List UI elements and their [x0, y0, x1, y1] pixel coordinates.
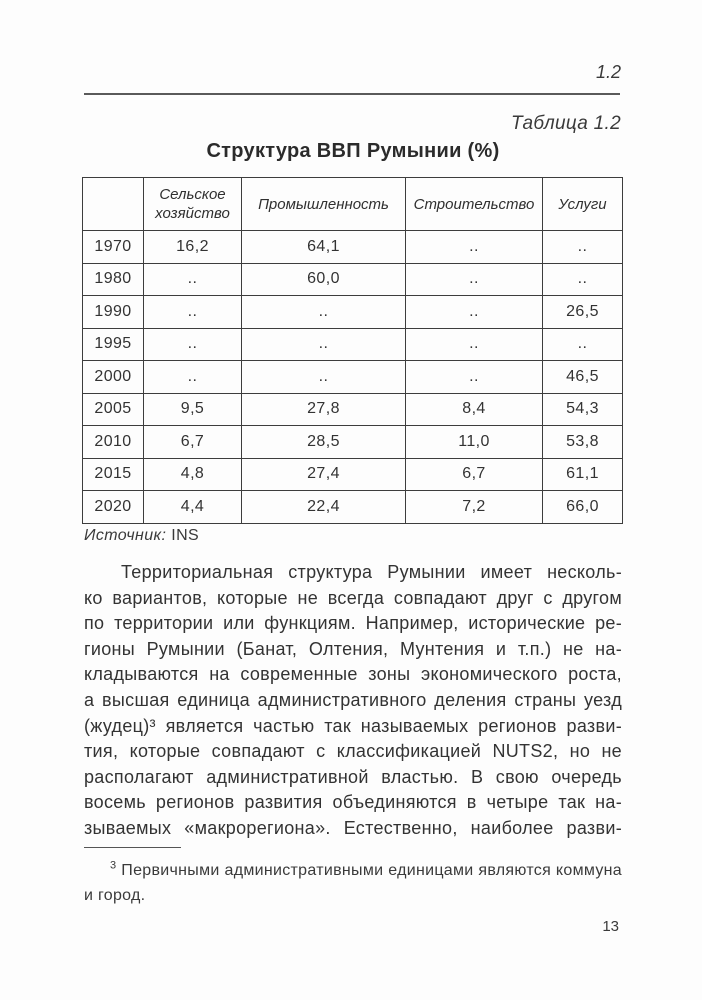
- table-row: [83, 328, 623, 361]
- body-line: Территориальная структура Румынии имеет несколь-: [121, 562, 622, 582]
- value-cell: 8,4: [406, 393, 543, 426]
- value-cell: ..: [406, 296, 543, 329]
- table-row: [83, 426, 623, 459]
- table-title: Структура ВВП Румынии (%): [206, 140, 500, 162]
- table-row: [83, 393, 623, 426]
- value-cell: 53,8: [543, 426, 623, 459]
- value-cell: ..: [242, 328, 406, 361]
- table-caption: Таблица 1.2: [511, 113, 621, 134]
- corner-cell: [83, 178, 144, 231]
- year-cell: 1990: [83, 296, 144, 329]
- year-cell: 2015: [83, 458, 144, 491]
- chapter-number: 1.2: [595, 62, 621, 82]
- footnote-rule: [84, 847, 181, 848]
- source-label: Источник:: [84, 527, 167, 544]
- table-source: [84, 527, 199, 545]
- value-cell: 22,4: [242, 491, 406, 524]
- header-rule: [84, 93, 620, 95]
- body-paragraph: [84, 560, 622, 842]
- footnote-marker: 3: [110, 859, 117, 872]
- year-cell: 1980: [83, 263, 144, 296]
- year-cell: 2000: [83, 361, 144, 394]
- value-cell: ..: [144, 296, 242, 329]
- gdp-structure-table: [82, 177, 623, 524]
- value-cell: 27,8: [242, 393, 406, 426]
- year-cell: 2005: [83, 393, 144, 426]
- value-cell: ..: [242, 361, 406, 394]
- value-cell: ..: [543, 231, 623, 264]
- column-header-agriculture: Сельское хозяйство: [144, 178, 242, 231]
- table-row: [83, 491, 623, 524]
- value-cell: 7,2: [406, 491, 543, 524]
- value-cell: 6,7: [144, 426, 242, 459]
- value-cell: ..: [406, 231, 543, 264]
- body-line: по территории или функциям. Например, исторические ре-: [84, 613, 622, 634]
- table-row: [83, 231, 623, 264]
- body-line: тия, которые совпадают с классификацией NUTS2, но не: [84, 741, 622, 762]
- value-cell: 26,5: [543, 296, 623, 329]
- body-line: гионы Румынии (Банат, Олтения, Мунтения и т.п.) не на-: [84, 638, 622, 659]
- value-cell: ..: [242, 296, 406, 329]
- table-row: [83, 458, 623, 491]
- value-cell: 4,4: [144, 491, 242, 524]
- column-header-industry: Промышленность: [242, 178, 406, 231]
- value-cell: 9,5: [144, 393, 242, 426]
- table-row: [83, 263, 623, 296]
- value-cell: 11,0: [406, 426, 543, 459]
- footnote: [84, 858, 622, 908]
- value-cell: 4,8: [144, 458, 242, 491]
- value-cell: 61,1: [543, 458, 623, 491]
- value-cell: ..: [543, 328, 623, 361]
- year-cell: 1970: [83, 231, 144, 264]
- value-cell: 60,0: [242, 263, 406, 296]
- value-cell: 46,5: [543, 361, 623, 394]
- value-cell: 27,4: [242, 458, 406, 491]
- year-cell: 2020: [83, 491, 144, 524]
- value-cell: 6,7: [406, 458, 543, 491]
- value-cell: ..: [144, 263, 242, 296]
- body-line: располагают административной властью. В свою очередь: [84, 766, 622, 787]
- source-value: INS: [171, 527, 200, 544]
- value-cell: 54,3: [543, 393, 623, 426]
- body-line: кладываются на современные зоны экономического роста,: [84, 664, 622, 685]
- table-row: [83, 361, 623, 394]
- body-line: зываемых «макрорегиона». Естественно, наиболее разви-: [84, 817, 622, 838]
- value-cell: 64,1: [242, 231, 406, 264]
- footnote-line: и город.: [84, 887, 146, 904]
- value-cell: 16,2: [144, 231, 242, 264]
- page-number: 13: [602, 918, 619, 935]
- value-cell: ..: [543, 263, 623, 296]
- body-line: (жудец)³ является частью так называемых регионов разви-: [84, 715, 622, 736]
- year-cell: 2010: [83, 426, 144, 459]
- body-line: ко вариантов, которые не всегда совпадают друг с другом: [84, 587, 622, 608]
- value-cell: ..: [144, 361, 242, 394]
- value-cell: ..: [144, 328, 242, 361]
- value-cell: ..: [406, 361, 543, 394]
- table-row: [83, 296, 623, 329]
- table-header-row: [83, 178, 623, 231]
- value-cell: ..: [406, 263, 543, 296]
- footnote-text: Первичными административными единицами являются коммуна: [121, 862, 622, 879]
- column-header-construction: Строительство: [406, 178, 543, 231]
- body-line: а высшая единица административного деления страны уезд: [84, 689, 622, 710]
- column-header-services: Услуги: [543, 178, 623, 231]
- value-cell: 66,0: [543, 491, 623, 524]
- year-cell: 1995: [83, 328, 144, 361]
- value-cell: ..: [406, 328, 543, 361]
- value-cell: 28,5: [242, 426, 406, 459]
- body-line: восемь регионов развития объединяются в четыре так на-: [84, 792, 622, 813]
- footnote-line: [84, 858, 622, 883]
